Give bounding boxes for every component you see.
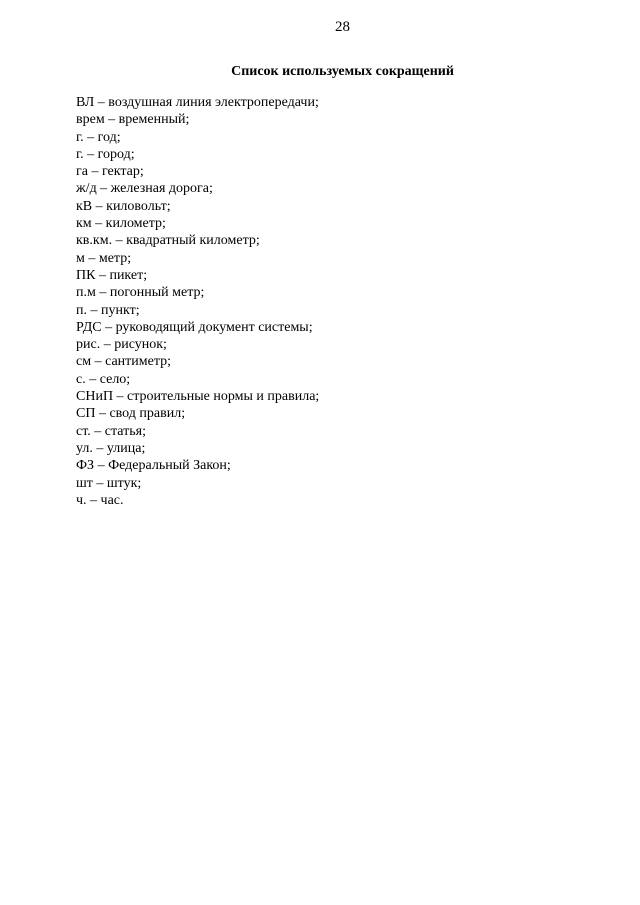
abbreviation-item: см – сантиметр;: [76, 354, 172, 370]
abbreviation-item: кв.км. – квадратный километр;: [76, 233, 260, 249]
abbreviation-item: РДС – руководящий документ системы;: [76, 319, 313, 335]
abbreviation-item: СНиП – строительные нормы и правила;: [76, 389, 320, 405]
abbreviation-item: шт – штук;: [76, 475, 142, 491]
abbreviation-item: рис. – рисунок;: [76, 337, 167, 353]
abbreviation-item: га – гектар;: [76, 164, 144, 180]
abbreviation-item: СП – свод правил;: [76, 406, 186, 422]
abbreviation-item: ч. – час.: [76, 492, 124, 508]
abbreviation-item: ул. – улица;: [76, 440, 146, 456]
abbreviation-item: г. – город;: [76, 146, 135, 162]
abbreviation-item: м – метр;: [76, 250, 132, 266]
abbreviation-item: ВЛ – воздушная линия электропередачи;: [76, 95, 319, 110]
abbreviation-item: с. – село;: [76, 371, 131, 387]
abbreviation-item: ж/д – железная дорога;: [76, 181, 213, 197]
abbreviation-item: врем – временный;: [76, 112, 190, 128]
abbreviation-list: [76, 94, 596, 509]
abbreviation-item: кВ – киловольт;: [76, 198, 171, 214]
abbreviation-item: ПК – пикет;: [76, 267, 148, 283]
abbreviation-item: п. – пункт;: [76, 302, 140, 318]
abbreviation-item: ФЗ – Федеральный Закон;: [76, 458, 231, 474]
abbreviation-item: п.м – погонный метр;: [76, 285, 205, 301]
abbreviation-item: г. – год;: [76, 129, 121, 145]
page-title: Список используемых сокращений: [231, 64, 454, 79]
abbreviation-item: ст. – статья;: [76, 423, 146, 439]
page-number: 28: [335, 19, 350, 35]
abbreviation-item: км – километр;: [76, 216, 166, 232]
